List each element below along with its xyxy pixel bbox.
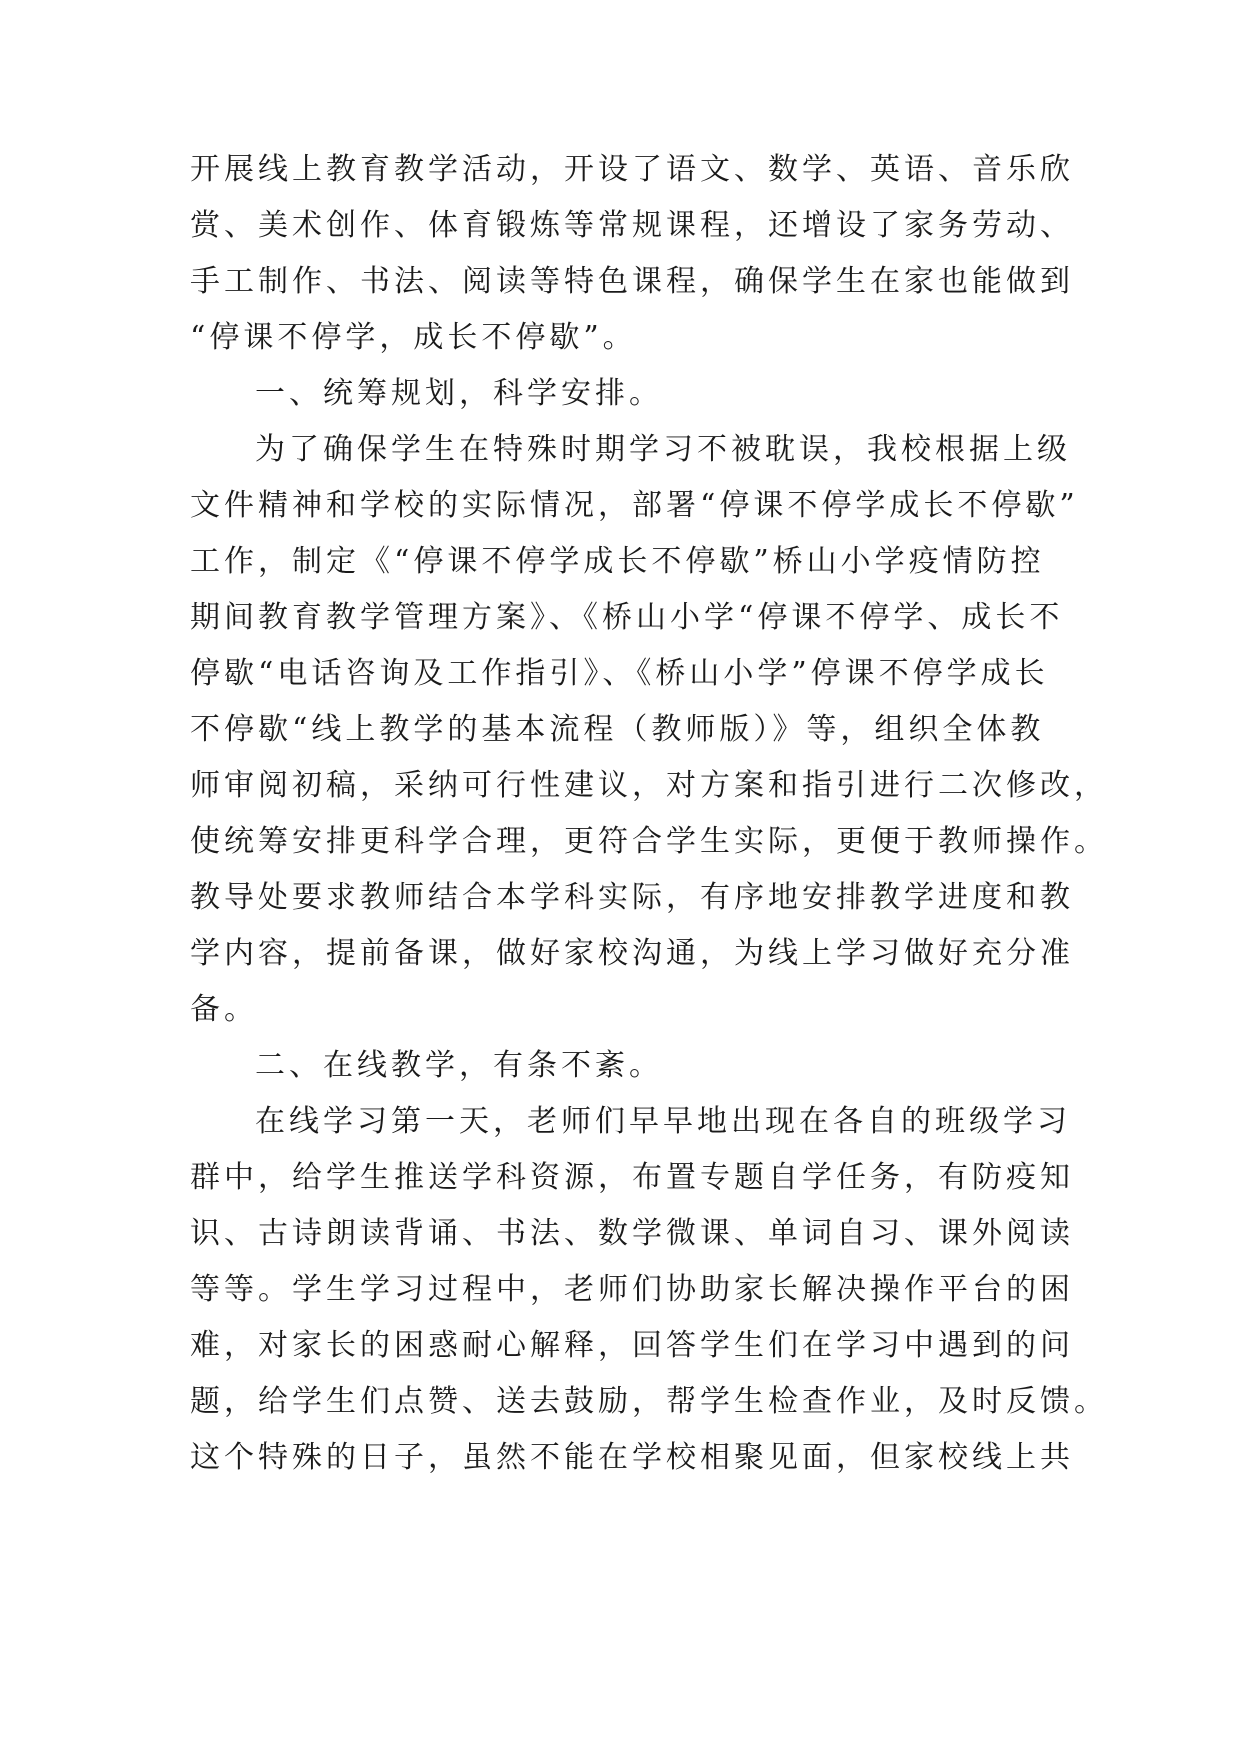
text-line: 赏、美术创作、体育锻炼等常规课程，还增设了家务劳动、 — [190, 208, 1074, 243]
text-line: 期间教育教学管理方案》、《桥山小学“停课不停学、成长不 — [190, 600, 1064, 635]
text-line: 师审阅初稿，采纳可行性建议，对方案和指引进行二次修改， — [190, 768, 1108, 803]
text-line: 群中，给学生推送学科资源，布置专题自学任务，有防疫知 — [190, 1160, 1074, 1195]
text-line: 手工制作、书法、阅读等特色课程，确保学生在家也能做到 — [190, 264, 1074, 299]
text-line: “停课不停学，成长不停歇”。 — [190, 320, 637, 355]
text-line: 使统筹安排更科学合理，更符合学生实际，更便于教师操作。 — [190, 824, 1108, 859]
text-line: 识、古诗朗读背诵、书法、数学微课、单词自习、课外阅读 — [190, 1216, 1074, 1251]
text-line: 不停歇“线上教学的基本流程（教师版）》等，组织全体教 — [190, 712, 1045, 747]
section-heading: 二、在线教学，有条不紊。 — [255, 1048, 663, 1083]
text-line: 题，给学生们点赞、送去鼓励，帮学生检查作业，及时反馈。 — [190, 1384, 1108, 1419]
section-heading: 一、统筹规划，科学安排。 — [255, 376, 663, 411]
text-line: 为了确保学生在特殊时期学习不被耽误，我校根据上级 — [255, 432, 1071, 467]
text-line: 教导处要求教师结合本学科实际，有序地安排教学进度和教 — [190, 880, 1074, 915]
text-line: 备。 — [190, 992, 258, 1027]
text-line: 难，对家长的困惑耐心解释，回答学生们在学习中遇到的问 — [190, 1328, 1074, 1363]
text-line: 文件精神和学校的实际情况，部署“停课不停学成长不停歇” — [190, 488, 1079, 523]
text-line: 停歇“电话咨询及工作指引》、《桥山小学”停课不停学成长 — [190, 656, 1049, 691]
text-line: 这个特殊的日子，虽然不能在学校相聚见面，但家校线上共 — [190, 1440, 1074, 1475]
text-line: 在线学习第一天，老师们早早地出现在各自的班级学习 — [255, 1104, 1071, 1139]
text-line: 工作，制定《“停课不停学成长不停歇”桥山小学疫情防控 — [190, 544, 1045, 579]
text-line: 等等。学生学习过程中，老师们协助家长解决操作平台的困 — [190, 1272, 1074, 1307]
text-line: 学内容，提前备课，做好家校沟通，为线上学习做好充分准 — [190, 936, 1074, 971]
text-line: 开展线上教育教学活动，开设了语文、数学、英语、音乐欣 — [190, 152, 1074, 187]
